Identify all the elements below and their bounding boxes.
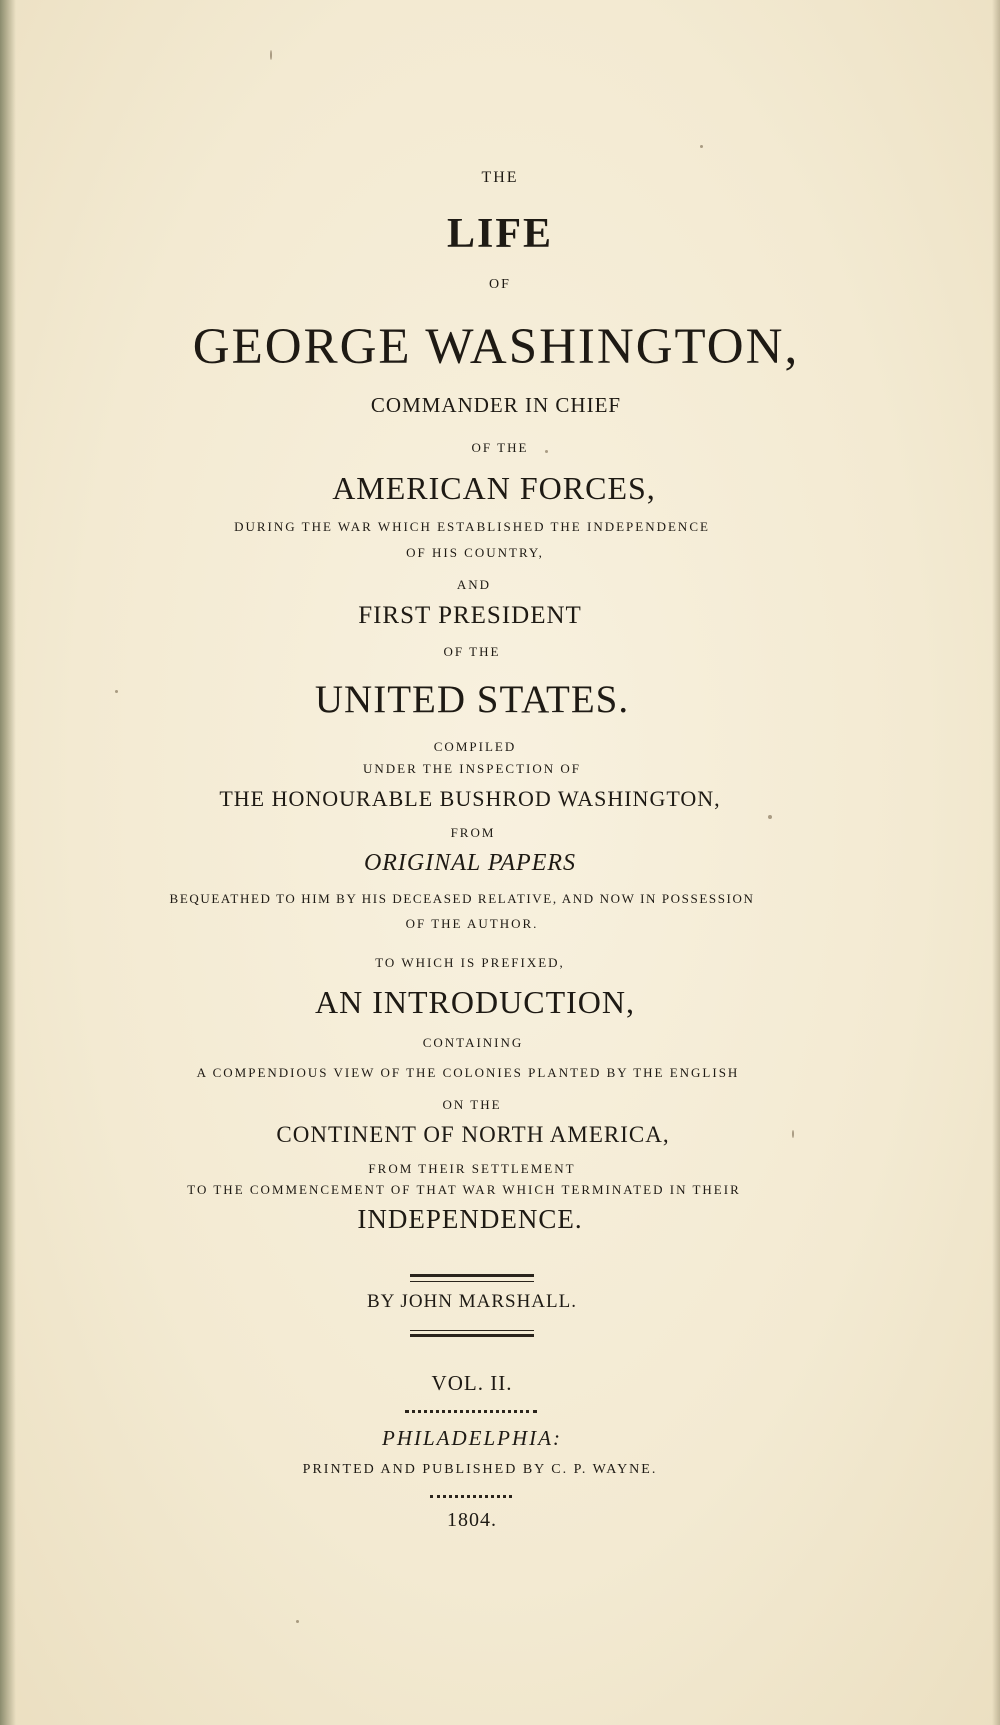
heading-of: OF [489,277,511,292]
rule-bottom-thick [410,1334,534,1337]
on-the-line: ON THE [442,1097,502,1112]
compendious-view-line: A COMPENDIOUS VIEW OF THE COLONIES PLANTED BY THE ENGLISH [196,1065,740,1080]
under-inspection-line: UNDER THE INSPECTION OF [362,761,581,776]
of-the-1: OF THE [471,440,529,455]
paper-speck [115,690,118,693]
an-introduction: AN INTRODUCTION, [315,984,635,1020]
subject-title-commander: COMMANDER IN CHIEF [370,393,622,417]
bequeathed-line: BEQUEATHED TO HIM BY HIS DECEASED RELATIVE, AND NOW IN POSSESSION [169,891,755,906]
dotted-rule-1 [405,1410,537,1413]
dotted-rule-2 [430,1495,512,1498]
continent-line: CONTINENT OF NORTH AMERICA, [276,1122,670,1147]
compiled-line: COMPILED [433,739,517,754]
first-president: FIRST PRESIDENT [358,602,582,629]
paper-speck [700,145,703,148]
settlement-line: FROM THEIR SETTLEMENT [368,1161,576,1176]
during-war-line: DURING THE WAR WHICH ESTABLISHED THE INDEPENDENCE [234,519,710,534]
rule-top-thick [410,1274,534,1277]
containing-line: CONTAINING [422,1035,524,1050]
imprint-year: 1804. [447,1509,497,1531]
of-the-author-line: OF THE AUTHOR. [405,916,539,931]
of-the-2: OF THE [443,644,501,659]
american-forces: AMERICAN FORCES, [332,470,656,506]
paper-speck [792,1130,794,1138]
page-edge-shadow-right [992,0,1000,1725]
rule-top-thin [410,1281,534,1282]
subject-name: GEORGE WASHINGTON, [192,319,800,375]
commencement-line: TO THE COMMENCEMENT OF THAT WAR WHICH TERMINATED IN THEIR [187,1182,741,1197]
paper-speck [545,450,548,453]
and-line: AND [456,577,492,592]
heading-life: LIFE [446,211,554,257]
bushrod-washington-line: THE HONOURABLE BUSHROD WASHINGTON, [219,786,721,811]
his-country-line: OF HIS COUNTRY, [406,545,544,560]
heading-the: THE [481,169,519,186]
from-line: FROM [450,825,496,840]
paper-speck [768,815,772,819]
independence-line: INDEPENDENCE. [357,1204,583,1234]
paper-speck [270,50,272,60]
author-line: BY JOHN MARSHALL. [366,1291,577,1312]
paper-speck [296,1620,299,1623]
volume-line: VOL. II. [431,1371,513,1395]
rule-bottom-thin [410,1330,534,1331]
original-papers: ORIGINAL PAPERS [363,850,577,876]
united-states: UNITED STATES. [314,678,630,721]
imprint-place: PHILADELPHIA: [382,1426,562,1450]
imprint-printer: PRINTED AND PUBLISHED BY C. P. WAYNE. [302,1462,658,1477]
prefixed-line: TO WHICH IS PREFIXED, [375,955,565,970]
